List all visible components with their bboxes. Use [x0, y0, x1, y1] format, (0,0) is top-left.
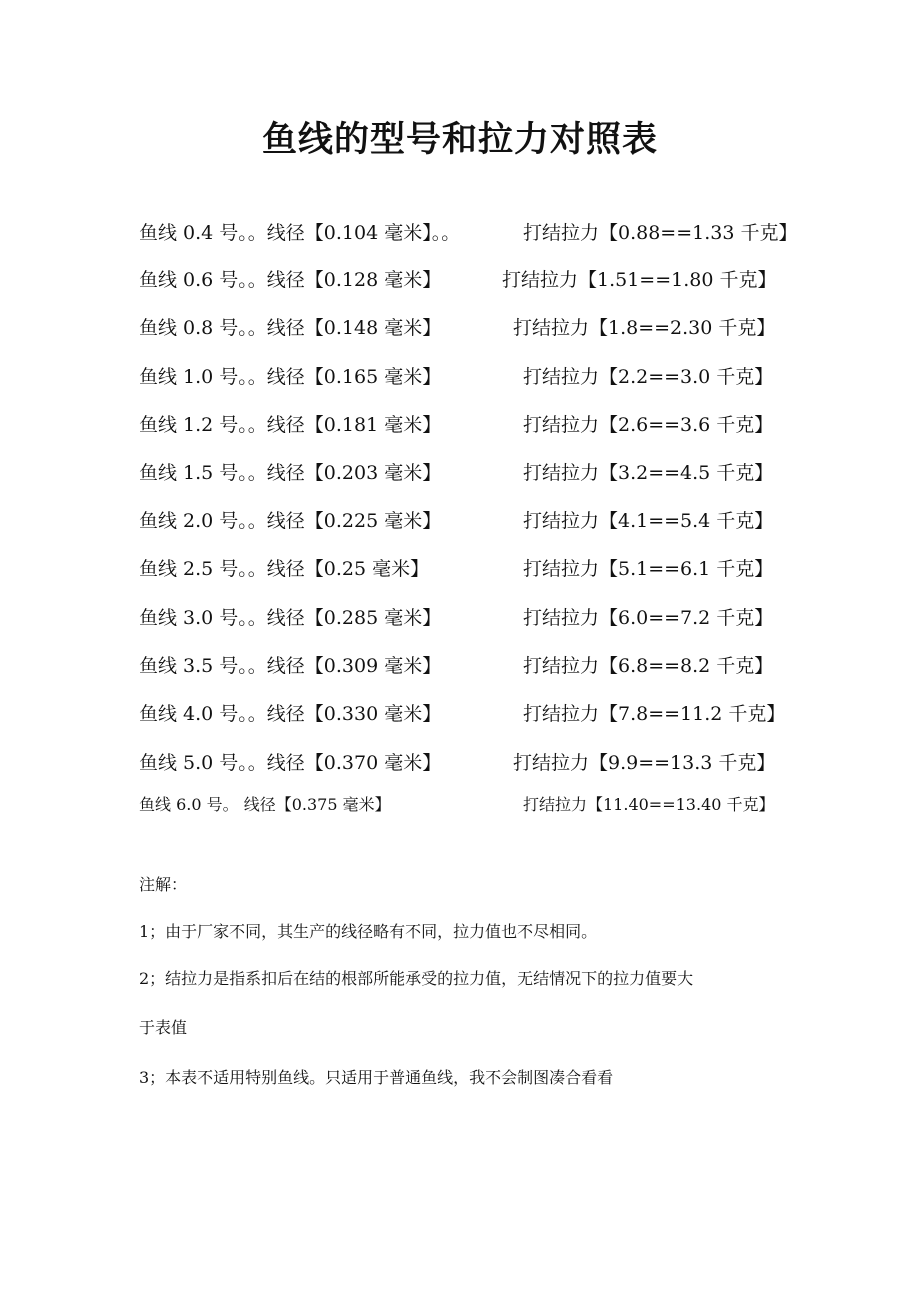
line-diameter: 鱼线 1.2 号。。线径【0.181 毫米】	[139, 414, 442, 436]
notes-heading: 注解：	[139, 875, 188, 894]
line-diameter: 鱼线 0.4 号。。线径【0.104 毫米】。。	[139, 222, 461, 244]
knot-strength: 打结拉力【5.1==6.1 千克】	[523, 558, 774, 580]
knot-strength: 打结拉力【6.8==8.2 千克】	[523, 655, 774, 677]
line-diameter: 鱼线 0.8 号。。线径【0.148 毫米】	[139, 317, 442, 339]
knot-strength: 打结拉力【11.40==13.40 千克】	[523, 795, 775, 814]
line-diameter: 鱼线 2.5 号。。线径【0.25 毫米】	[139, 558, 430, 580]
knot-strength: 打结拉力【7.8==11.2 千克】	[523, 703, 786, 725]
knot-strength: 打结拉力【4.1==5.4 千克】	[523, 510, 774, 532]
note-item: 3；本表不适用特别鱼线。只适用于普通鱼线，我不会制图凑合看看	[139, 1068, 614, 1087]
line-diameter: 鱼线 3.0 号。。线径【0.285 毫米】	[139, 607, 442, 629]
knot-strength: 打结拉力【3.2==4.5 千克】	[523, 462, 774, 484]
knot-strength: 打结拉力【9.9==13.3 千克】	[513, 752, 776, 774]
line-diameter: 鱼线 1.0 号。。线径【0.165 毫米】	[139, 366, 442, 388]
knot-strength: 打结拉力【2.6==3.6 千克】	[523, 414, 774, 436]
knot-strength: 打结拉力【6.0==7.2 千克】	[523, 607, 774, 629]
note-item: 2；结拉力是指系扣后在结的根部所能承受的拉力值，无结情况下的拉力值要大	[139, 969, 694, 988]
knot-strength: 打结拉力【1.8==2.30 千克】	[513, 317, 776, 339]
line-diameter: 鱼线 2.0 号。。线径【0.225 毫米】	[139, 510, 442, 532]
page-title: 鱼线的型号和拉力对照表	[261, 119, 658, 160]
line-diameter: 鱼线 5.0 号。。线径【0.370 毫米】	[139, 752, 442, 774]
knot-strength: 打结拉力【0.88==1.33 千克】	[523, 222, 798, 244]
line-diameter: 鱼线 3.5 号。。线径【0.309 毫米】	[139, 655, 442, 677]
note-item: 1；由于厂家不同，其生产的线径略有不同，拉力值也不尽相同。	[139, 922, 598, 941]
line-diameter: 鱼线 4.0 号。。线径【0.330 毫米】	[139, 703, 442, 725]
knot-strength: 打结拉力【1.51==1.80 千克】	[502, 269, 777, 291]
line-diameter: 鱼线 1.5 号。。线径【0.203 毫米】	[139, 462, 442, 484]
note-item: 于表值	[139, 1018, 188, 1037]
line-diameter: 鱼线 6.0 号。 线径【0.375 毫米】	[139, 795, 391, 814]
knot-strength: 打结拉力【2.2==3.0 千克】	[523, 366, 774, 388]
line-diameter: 鱼线 0.6 号。。线径【0.128 毫米】	[139, 269, 442, 291]
